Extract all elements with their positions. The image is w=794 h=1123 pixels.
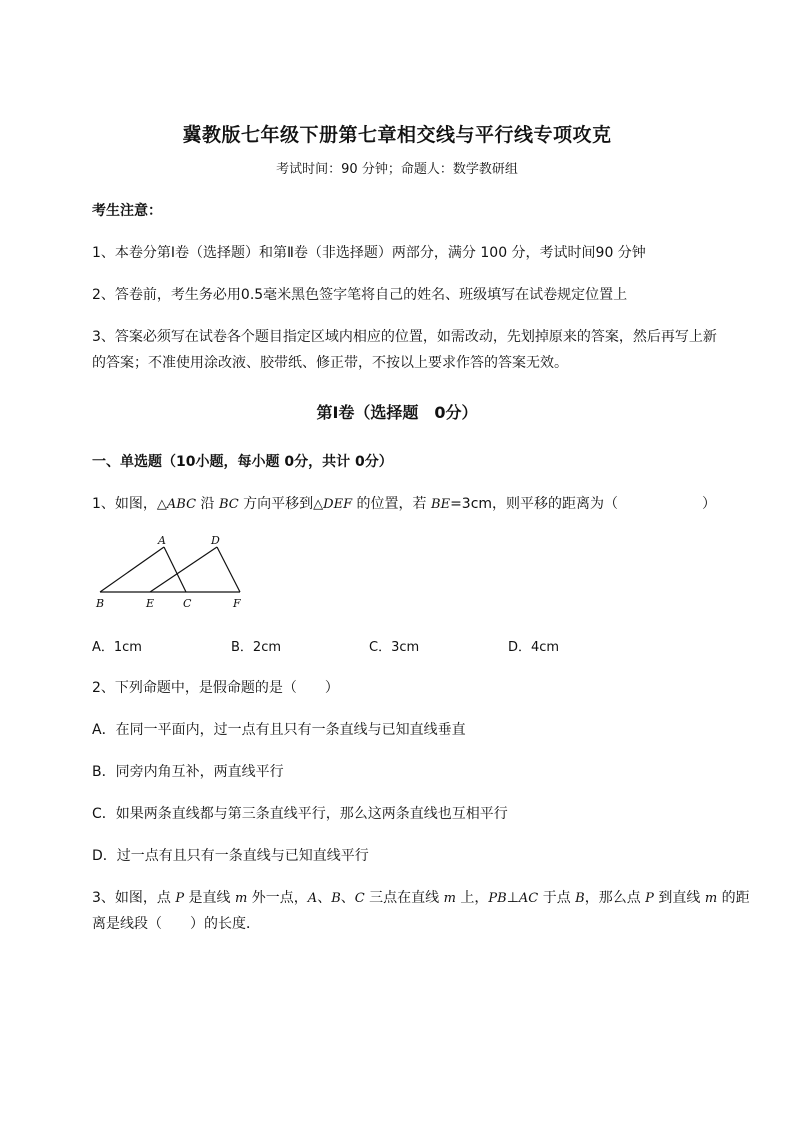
question-3-stem-cont: 离是线段（ ）的长度． [92, 916, 260, 932]
label-d: D [211, 534, 220, 547]
notice-item-2: 2、答卷前，考生务必用0.5毫米黑色签字笔将自己的姓名、班级填写在试卷规定位置上 [92, 287, 628, 303]
label-e: E [146, 597, 155, 610]
label-f: F [233, 597, 241, 610]
triangle-translation-figure [94, 533, 254, 613]
notice-item-1: 1、本卷分第Ⅰ卷（选择题）和第Ⅱ卷（非选择题）两部分，满分 100 分，考试时间90 分钟 [92, 245, 646, 261]
notice-item-3-cont: 的答案；不准使用涂改液、胶带纸、修正带，不按以上要求作答的答案无效。 [92, 355, 568, 371]
notice-item-3: 3、答案必须写在试卷各个题目指定区域内相应的位置，如需改动，先划掉原来的答案，然后再写上新 [92, 329, 717, 345]
notice-heading: 考生注意： [92, 203, 162, 219]
question-1-stem: 1、如图，△ABC 沿 BC 方向平移到△DEF 的位置，若 BE=3cm，则平移的距离为（ ） [92, 496, 717, 512]
label-a: A [158, 534, 166, 547]
segment-df [217, 547, 240, 592]
question-1-option-c[interactable]: C．3cm [369, 640, 420, 655]
question-2-option-c[interactable]: C．如果两条直线都与第三条直线平行，那么这两条直线也互相平行 [92, 806, 508, 822]
question-2-option-a[interactable]: A．在同一平面内，过一点有且只有一条直线与已知直线垂直 [92, 722, 466, 738]
question-3-stem: 3、如图，点 P 是直线 m 外一点，A、B、C 三点在直线 m 上，PB⊥AC 于点 B，那么点 P 到直线 m 的距 [92, 890, 750, 906]
question-2-option-d[interactable]: D．过一点有且只有一条直线与已知直线平行 [92, 848, 369, 864]
label-b: B [96, 597, 105, 610]
page-title: 冀教版七年级下册第七章相交线与平行线专项攻克 [182, 124, 612, 146]
segment-ab [100, 547, 164, 592]
question-2-option-b[interactable]: B．同旁内角互补，两直线平行 [92, 764, 284, 780]
question-1-option-a[interactable]: A．1cm [92, 640, 142, 655]
section-title: 第Ⅰ卷（选择题 0分） [316, 403, 478, 422]
segment-ed [150, 547, 217, 592]
exam-subtitle: 考试时间：90 分钟；命题人：数学教研组 [276, 162, 518, 177]
label-c: C [183, 597, 192, 610]
question-1-option-b[interactable]: B．2cm [231, 640, 282, 655]
question-1-option-d[interactable]: D．4cm [508, 640, 560, 655]
question-2-stem: 2、下列命题中，是假命题的是（ ） [92, 680, 339, 696]
part-heading: 一、单选题（10小题，每小题 0分，共计 0分） [92, 454, 393, 470]
